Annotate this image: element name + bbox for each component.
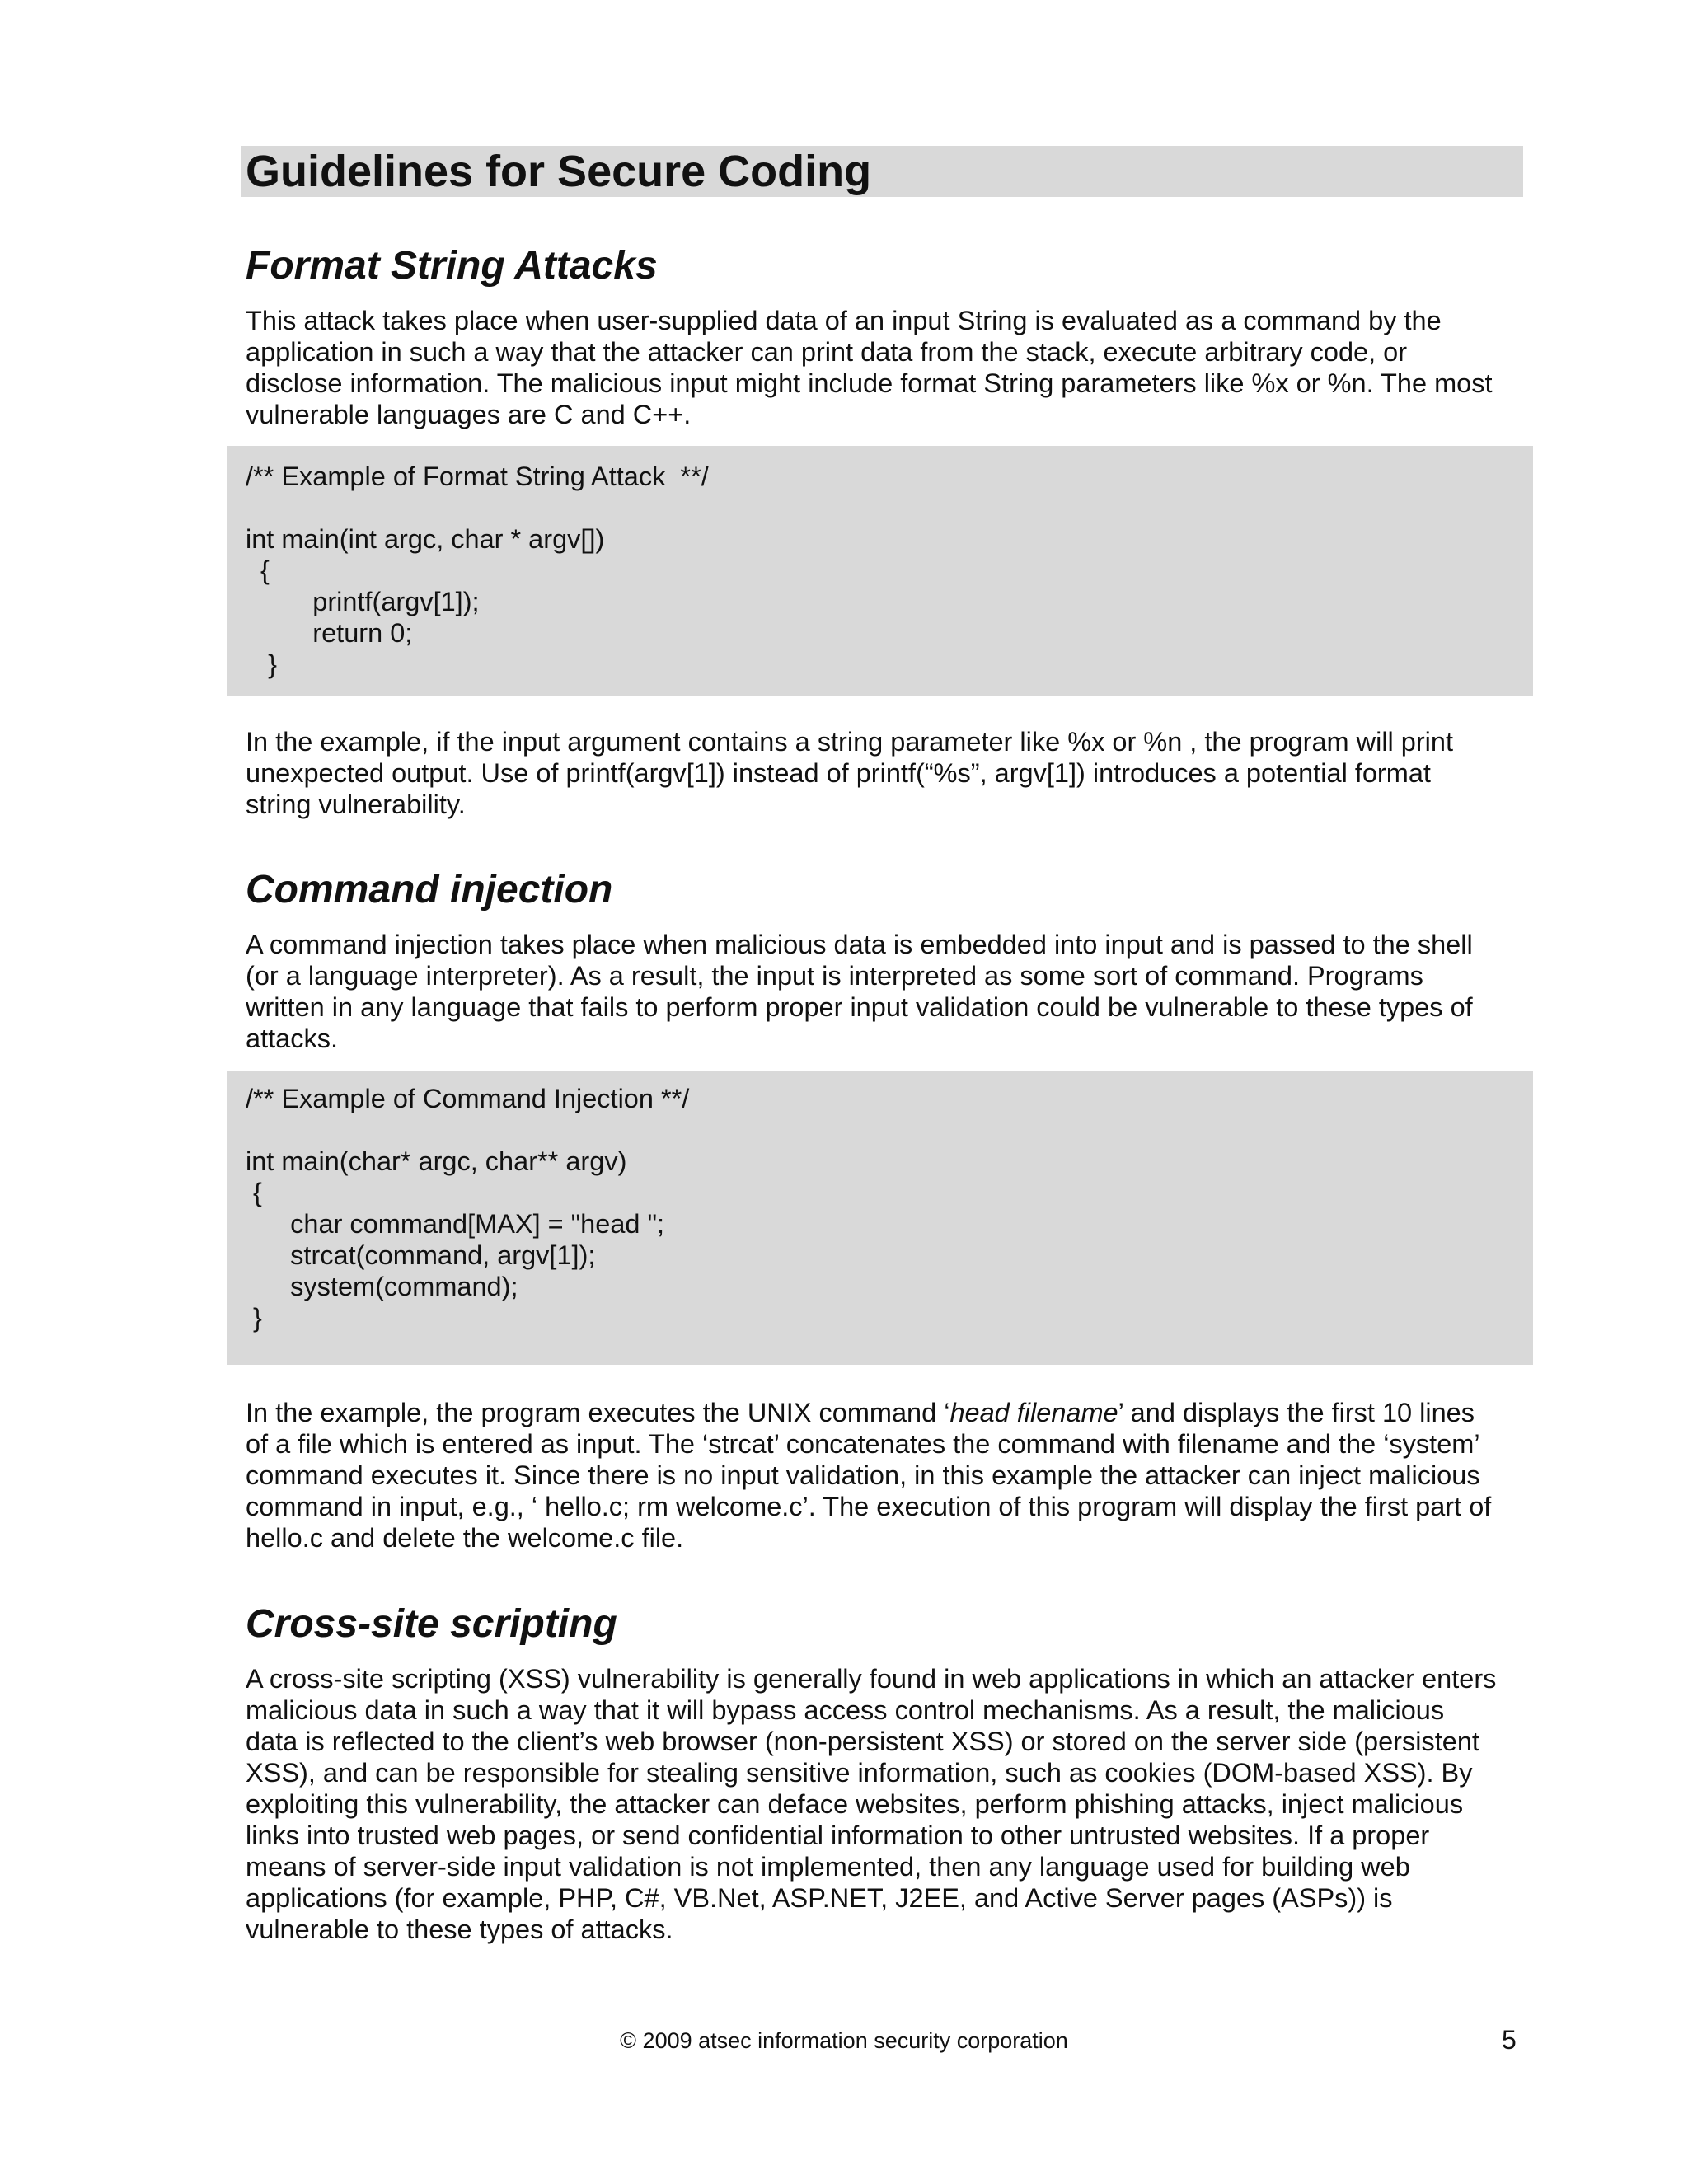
- code-line: system(command);: [246, 1272, 518, 1301]
- text-line: malicious data in such a way that it will bypass access control mechanisms. As a result, the malicious: [246, 1695, 1445, 1725]
- text-run: ’ and displays the first 10 lines: [1118, 1398, 1475, 1427]
- code-line: }: [246, 649, 277, 679]
- text-line: hello.c and delete the welcome.c file.: [246, 1523, 684, 1553]
- text-line: [246, 1397, 1531, 1428]
- section-intro-cross-site-scripting: [246, 1663, 1531, 1945]
- text-line: applications (for example, PHP, C#, VB.Net, ASP.NET, J2EE, and Active Server pages (ASPs)) is: [246, 1883, 1393, 1913]
- text-line: exploiting this vulnerability, the attacker can deface websites, perform phishing attacks, inject malicious: [246, 1789, 1464, 1819]
- text-line: vulnerable to these types of attacks.: [246, 1915, 673, 1944]
- text-run: In the example, the program executes the UNIX command ‘: [246, 1398, 950, 1427]
- code-line: char command[MAX] = "head ";: [246, 1209, 665, 1239]
- text-line: means of server-side input validation is not implemented, then any language used for building web: [246, 1852, 1410, 1882]
- page-number: 5: [1502, 2025, 1517, 2055]
- text-line: In the example, if the input argument contains a string parameter like %x or %n , the program will print: [246, 727, 1454, 757]
- section-title-command-injection: Command injection: [246, 868, 613, 912]
- section-intro-command-injection: [246, 929, 1531, 1054]
- code-line: {: [246, 555, 270, 585]
- emphasized-command: head filename: [950, 1398, 1118, 1427]
- text-line: application in such a way that the attacker can print data from the stack, execute arbitrary code, or: [246, 337, 1408, 367]
- text-line: disclose information. The malicious input might include format String parameters like %x or %n. The most: [246, 368, 1493, 398]
- section-title-format-string: Format String Attacks: [246, 244, 658, 288]
- code-line: printf(argv[1]);: [246, 587, 480, 616]
- text-line: XSS), and can be responsible for stealing sensitive information, such as cookies (DOM-based XSS). By: [246, 1758, 1473, 1788]
- text-line: links into trusted web pages, or send confidential information to other untrusted websites. If a proper: [246, 1821, 1430, 1850]
- code-line: {: [246, 1178, 262, 1207]
- page-heading: Guidelines for Secure Coding: [246, 147, 872, 196]
- code-line: int main(int argc, char * argv[]): [246, 524, 605, 554]
- code-example-command-injection: [227, 1071, 1533, 1365]
- text-line: command executes it. Since there is no input validation, in this example the attacker can inject malicious: [246, 1460, 1480, 1490]
- code-line: return 0;: [246, 618, 413, 648]
- text-line: attacks.: [246, 1024, 338, 1053]
- code-line: }: [246, 1303, 262, 1333]
- code-line: int main(char* argc, char** argv): [246, 1146, 627, 1176]
- code-line: strcat(command, argv[1]);: [246, 1240, 596, 1270]
- code-line: /** Example of Command Injection **/: [246, 1084, 690, 1113]
- section-title-cross-site-scripting: Cross-site scripting: [246, 1602, 617, 1646]
- text-line: A command injection takes place when malicious data is embedded into input and is passed to the shell: [246, 930, 1473, 959]
- text-line: data is reflected to the client’s web browser (non-persistent XSS) or stored on the server side (persistent: [246, 1727, 1479, 1756]
- text-line: string vulnerability.: [246, 790, 466, 819]
- text-line: of a file which is entered as input. The ‘strcat’ concatenates the command with filename and the ‘system’: [246, 1429, 1480, 1459]
- section-explanation-command-injection: [246, 1397, 1531, 1554]
- text-line: unexpected output. Use of printf(argv[1]) instead of printf(“%s”, argv[1]) introduces a potential format: [246, 758, 1431, 788]
- code-example-format-string: [227, 446, 1533, 696]
- text-line: This attack takes place when user-supplied data of an input String is evaluated as a command by the: [246, 306, 1442, 335]
- text-line: command in input, e.g., ‘ hello.c; rm welcome.c’. The execution of this program will display the first part of: [246, 1492, 1492, 1521]
- text-line: vulnerable languages are C and C++.: [246, 400, 692, 429]
- text-line: (or a language interpreter). As a result, the input is interpreted as some sort of command. Programs: [246, 961, 1423, 991]
- text-line: written in any language that fails to perform proper input validation could be vulnerable to these types of: [246, 992, 1473, 1022]
- footer-copyright: © 2009 atsec information security corporation: [620, 2028, 1068, 2053]
- section-intro-format-string: [246, 305, 1531, 430]
- code-line: /** Example of Format String Attack **/: [246, 462, 709, 491]
- text-line: A cross-site scripting (XSS) vulnerability is generally found in web applications in which an attacker enters: [246, 1664, 1497, 1694]
- section-explanation-format-string: [246, 726, 1531, 820]
